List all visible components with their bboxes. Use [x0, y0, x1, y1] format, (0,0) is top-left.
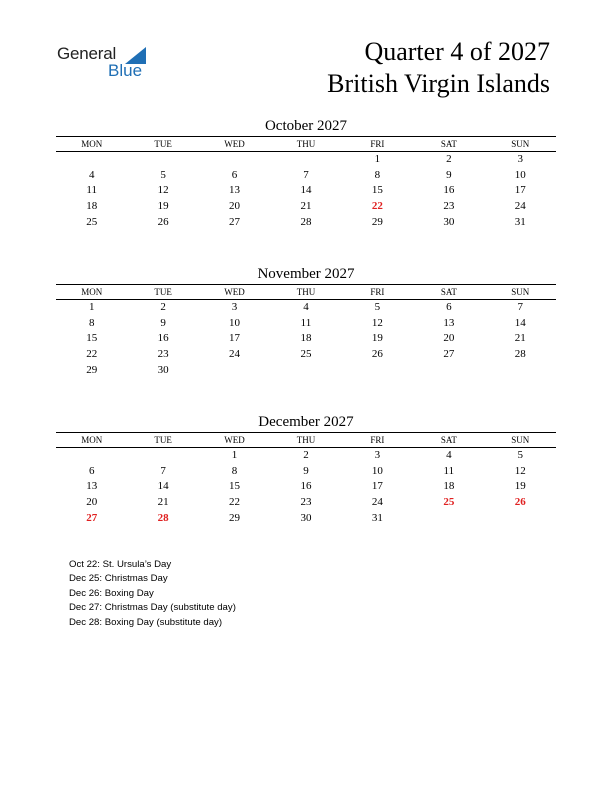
day-cell: 10 [371, 464, 383, 477]
day-cell: 25 [300, 348, 312, 361]
weekday-label: WED [224, 287, 245, 297]
weekday-label: TUE [154, 287, 172, 297]
day-cell: 28 [300, 215, 312, 228]
day-cell: 23 [443, 200, 455, 213]
day-cell: 12 [157, 184, 169, 197]
weekday-label: MON [81, 139, 103, 149]
day-cell: 15 [229, 480, 241, 493]
day-cell: 8 [374, 168, 381, 181]
day-cell: 18 [300, 332, 312, 345]
holiday-day-cell: 22 [371, 200, 383, 213]
weekday-label: MON [81, 435, 103, 445]
day-cell: 19 [371, 332, 383, 345]
day-cell: 30 [443, 215, 455, 228]
day-cell: 9 [160, 316, 166, 329]
empty-day-cell [413, 511, 484, 527]
day-cell: 24 [229, 348, 241, 361]
week-row [56, 152, 556, 168]
holiday-day-cell: 28 [157, 511, 169, 524]
week-row [56, 363, 556, 379]
weekday-label: SUN [511, 435, 530, 445]
empty-day-cell [199, 363, 270, 379]
logo [57, 42, 157, 82]
day-cell: 29 [229, 511, 241, 524]
month-grid [56, 284, 556, 378]
weekday-label: SUN [511, 139, 530, 149]
day-cell: 8 [88, 316, 95, 329]
day-cell: 13 [229, 184, 241, 197]
day-cell: 14 [514, 316, 526, 329]
day-cell: 7 [517, 301, 523, 313]
weekday-label: FRI [370, 287, 385, 297]
empty-day-cell [270, 363, 341, 379]
empty-day-cell [56, 152, 127, 168]
day-cell: 12 [371, 316, 383, 329]
weekday-label: TUE [154, 435, 172, 445]
holiday-day-cell: 26 [514, 496, 526, 509]
day-cell: 26 [157, 215, 169, 228]
weekday-label: SAT [440, 435, 457, 445]
empty-day-cell [127, 448, 198, 464]
month-october [56, 117, 556, 230]
holiday-day-cell: 27 [86, 511, 98, 524]
weekday-label: THU [296, 287, 316, 297]
day-cell: 24 [371, 496, 383, 509]
day-cell: 22 [86, 348, 98, 361]
day-cell: 2 [303, 449, 309, 461]
day-cell: 11 [443, 464, 455, 477]
weekday-label: FRI [370, 139, 385, 149]
weekday-label: SUN [511, 287, 530, 297]
title-quarter: Quarter 4 of 2027 [364, 37, 550, 66]
week-row [56, 495, 556, 511]
day-cell: 23 [157, 348, 169, 361]
day-cell: 11 [86, 184, 97, 197]
day-cell: 11 [300, 316, 312, 329]
day-cell: 17 [371, 480, 383, 493]
day-cell: 26 [371, 348, 383, 361]
month-grid [56, 136, 556, 230]
weekday-label: THU [296, 435, 316, 445]
day-cell: 7 [160, 464, 166, 477]
week-row [56, 347, 556, 363]
day-cell: 6 [88, 464, 95, 477]
day-cell: 18 [443, 480, 455, 493]
day-cell: 3 [374, 449, 381, 461]
day-cell: 23 [300, 496, 312, 509]
day-cell: 24 [514, 200, 526, 213]
day-cell: 8 [231, 464, 238, 477]
day-cell: 27 [443, 348, 455, 361]
day-cell: 28 [514, 348, 526, 361]
day-cell: 3 [517, 153, 523, 165]
day-cell: 1 [231, 449, 238, 461]
month-title: December 2027 [258, 414, 354, 430]
day-cell: 14 [300, 184, 312, 197]
day-cell: 14 [157, 480, 169, 493]
weekday-header [56, 433, 556, 448]
holiday-note: Dec 26: Boxing Day [69, 587, 154, 599]
day-cell: 20 [229, 200, 241, 213]
day-cell: 3 [231, 301, 238, 313]
day-cell: 6 [231, 168, 238, 181]
day-cell: 15 [371, 184, 383, 197]
day-cell: 20 [86, 496, 98, 509]
weekday-label: TUE [154, 139, 172, 149]
title-region: British Virgin Islands [327, 69, 550, 98]
weekday-header [56, 137, 556, 152]
holiday-note: Oct 22: St. Ursula’s Day [69, 559, 172, 570]
month-december [56, 413, 556, 526]
day-cell: 17 [514, 184, 526, 197]
logo-blue-text: Blue [108, 61, 143, 80]
day-cell: 2 [446, 153, 452, 165]
day-cell: 21 [300, 200, 312, 213]
weekday-header [56, 285, 556, 300]
day-cell: 27 [229, 215, 241, 228]
week-row [56, 511, 556, 527]
day-cell: 31 [371, 511, 383, 524]
holiday-note: Dec 28: Boxing Day (substitute day) [69, 616, 223, 628]
week-row [56, 448, 556, 464]
day-cell: 25 [86, 215, 98, 228]
day-cell: 20 [443, 332, 455, 345]
day-cell: 2 [160, 301, 166, 313]
day-cell: 5 [160, 168, 166, 181]
holiday-note: Dec 25: Christmas Day [69, 573, 168, 585]
weekday-label: WED [224, 435, 245, 445]
day-cell: 1 [374, 153, 381, 165]
day-cell: 19 [514, 480, 526, 493]
day-cell: 30 [300, 511, 312, 524]
day-cell: 29 [86, 363, 98, 376]
day-cell: 6 [446, 301, 452, 313]
day-cell: 7 [303, 168, 309, 181]
weekday-label: MON [81, 287, 103, 297]
weekday-label: THU [296, 139, 316, 149]
holiday-notes [69, 558, 236, 630]
week-row [56, 464, 556, 480]
day-cell: 10 [229, 316, 241, 329]
weekday-label: FRI [370, 435, 385, 445]
holiday-note: Dec 27: Christmas Day (substitute day) [69, 602, 236, 614]
day-cell: 29 [371, 215, 383, 228]
day-cell: 12 [514, 464, 526, 477]
day-cell: 13 [86, 480, 98, 493]
empty-day-cell [413, 363, 484, 379]
weekday-label: WED [224, 139, 245, 149]
day-cell: 16 [443, 184, 455, 197]
day-cell: 30 [157, 363, 169, 376]
day-cell: 9 [446, 168, 452, 181]
day-cell: 15 [86, 332, 98, 345]
day-cell: 1 [88, 301, 95, 313]
week-row [56, 316, 556, 332]
week-row [56, 183, 556, 199]
weekday-label: SAT [440, 287, 457, 297]
week-row [56, 168, 556, 184]
week-row [56, 300, 556, 316]
day-cell: 31 [514, 215, 526, 228]
page-title [327, 36, 550, 100]
day-cell: 21 [157, 496, 169, 509]
week-row [56, 199, 556, 215]
empty-day-cell [56, 448, 127, 464]
day-cell: 9 [303, 464, 309, 477]
day-cell: 22 [229, 496, 241, 509]
weekday-label: SAT [440, 139, 457, 149]
holiday-day-cell: 25 [443, 496, 455, 509]
empty-day-cell [127, 152, 198, 168]
day-cell: 17 [229, 332, 241, 345]
empty-day-cell [270, 152, 341, 168]
week-row [56, 331, 556, 347]
day-cell: 4 [88, 168, 95, 181]
day-cell: 16 [300, 480, 312, 493]
month-november [56, 265, 556, 378]
month-title: November 2027 [257, 266, 355, 282]
day-cell: 4 [446, 449, 452, 461]
month-grid [56, 432, 556, 526]
day-cell: 13 [443, 316, 455, 329]
day-cell: 21 [514, 332, 526, 345]
day-cell: 18 [86, 200, 98, 213]
day-cell: 5 [374, 301, 381, 313]
day-cell: 4 [303, 301, 309, 313]
day-cell: 16 [157, 332, 169, 345]
day-cell: 10 [514, 168, 526, 181]
day-cell: 19 [157, 200, 169, 213]
empty-day-cell [485, 511, 556, 527]
day-cell: 5 [517, 449, 523, 461]
week-row [56, 479, 556, 495]
month-title: October 2027 [264, 118, 348, 134]
empty-day-cell [342, 363, 413, 379]
week-row [56, 215, 556, 231]
empty-day-cell [485, 363, 556, 379]
logo-general-text: General [57, 44, 117, 63]
empty-day-cell [199, 152, 270, 168]
